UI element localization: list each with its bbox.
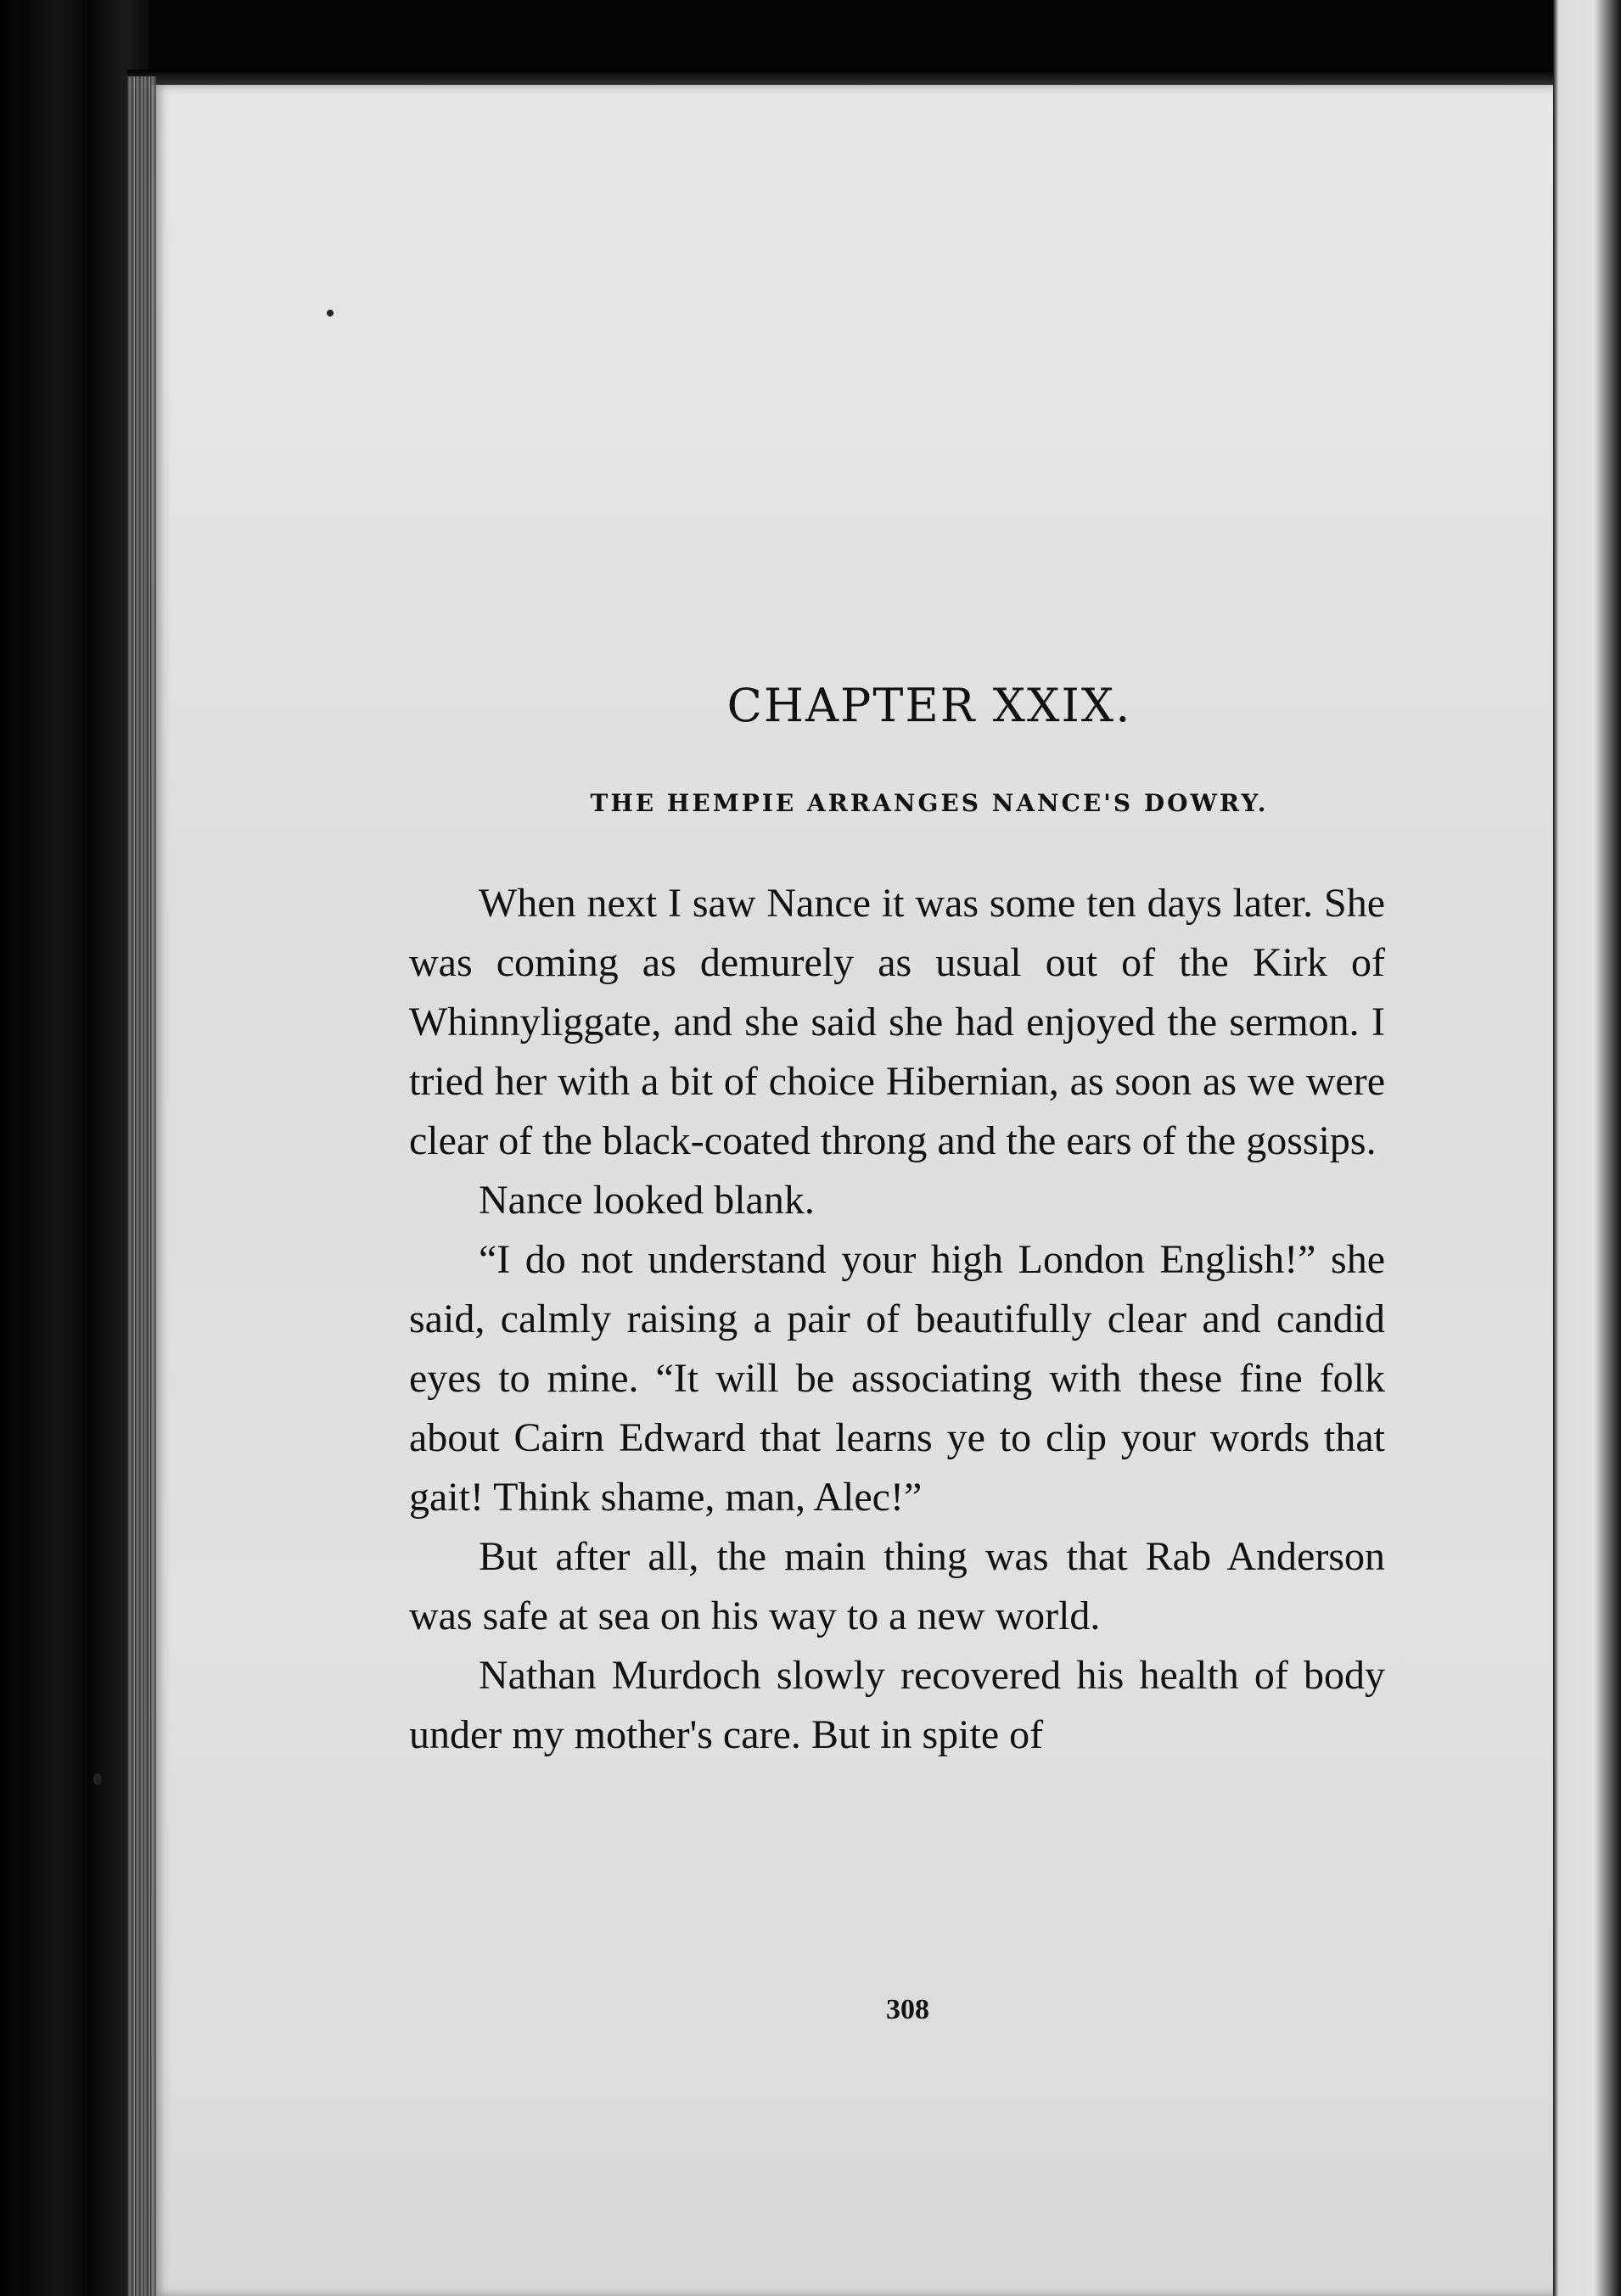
page-gutter (127, 76, 156, 2296)
body-text (409, 874, 1385, 1765)
chapter-subtitle: THE HEMPIE ARRANGES NANCE'S DOWRY. (590, 789, 1269, 817)
paragraph: When next I saw Nance it was some ten days later. She was coming as demurely as usual out of the Kirk of Whinnyliggate, and she said she had enjoyed the sermon. I tried her with a bit of choice Hibernian, as soon as we were clear of the black-coated throng and the ears of the gossips. (409, 881, 1385, 1163)
left-scan-margin (0, 0, 149, 2296)
paragraph: Nathan Murdoch slowly recovered his health of body under my mother's care. But in spite of (409, 1653, 1385, 1757)
chapter-title: CHAPTER XXIX. (726, 679, 1132, 732)
paragraph: Nance looked blank. (479, 1178, 815, 1223)
right-scan-margin (1553, 0, 1621, 2296)
paragraph: “I do not understand your high London English!” she said, calmly raising a pair of beautifully clear and candid eyes to mine. “It will be associating with these fine folk about Cairn Edward that learns ye to clip your words that gait! Think shame, man, Alec!” (409, 1237, 1385, 1520)
page-number: 308 (886, 1994, 929, 2025)
dust-speck (93, 1773, 102, 1785)
paragraph: But after all, the main thing was that Rab Anderson was safe at sea on his way to a new world. (409, 1534, 1385, 1638)
dust-speck (327, 310, 334, 316)
